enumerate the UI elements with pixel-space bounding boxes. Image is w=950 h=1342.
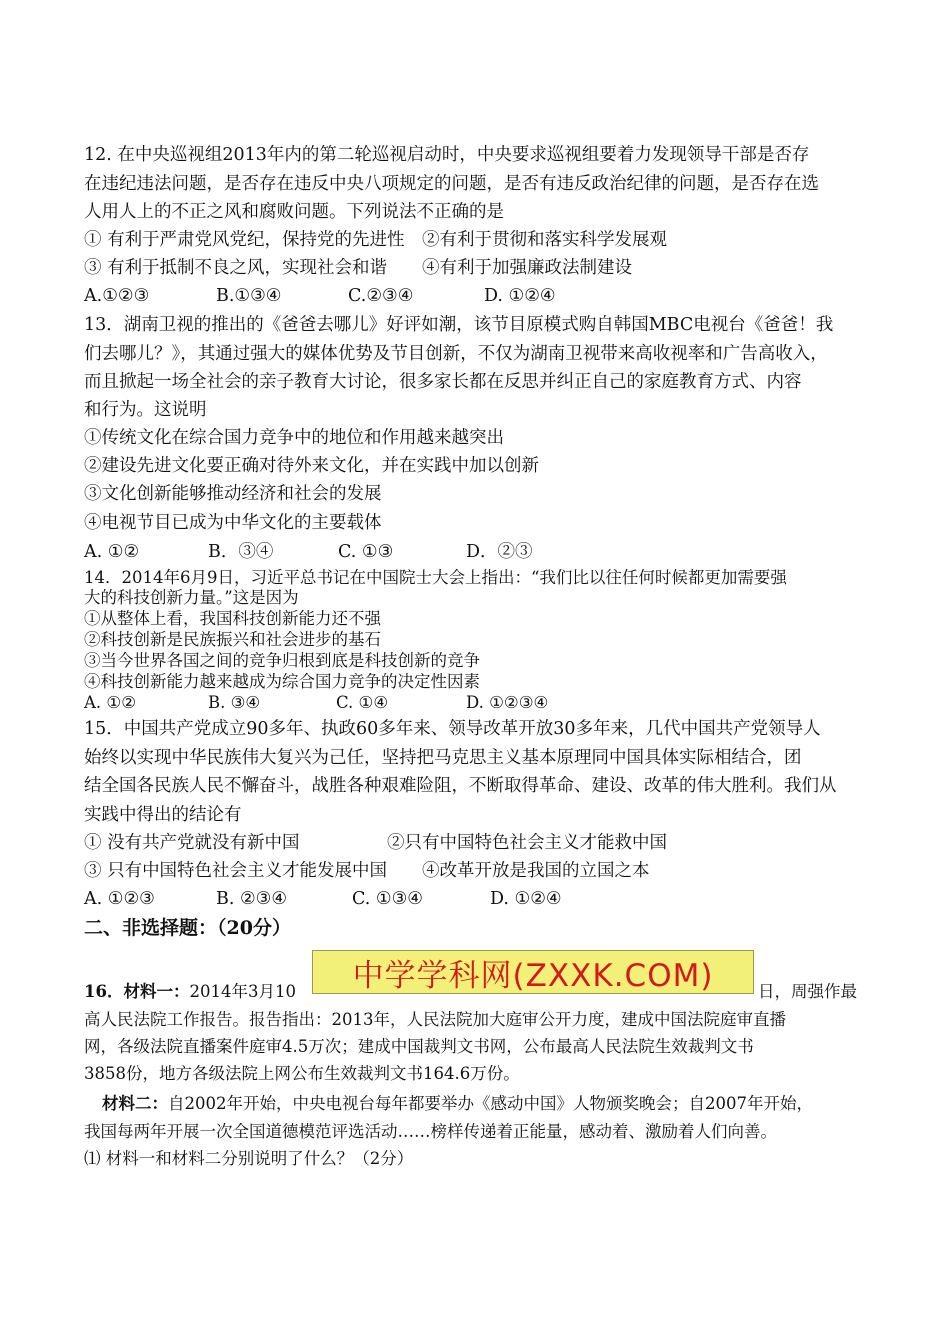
q12-line-3: 人用人上的不正之风和腐败问题。下列说法不正确的是: [84, 202, 504, 222]
q14-answer-a: A. ①②: [84, 693, 136, 712]
q16-material-2-text-1: 自2002年开始，中央电视台每年都要举办《感动中国》人物颁奖晚会；自2007年开始，: [168, 1094, 813, 1113]
q12-answer-c: C.②③④: [348, 286, 414, 306]
q16-line-2: 高人民法院工作报告。报告指出：2013年，人民法院加大庭审公开力度，建成中国法院庭审直播: [84, 1010, 786, 1029]
q12-option-line-1: ① 有利于严肃党风党纪，保持党的先进性 ②有利于贯彻和落实科学发展观: [84, 230, 668, 250]
q16-material-2-line-1: [102, 1093, 813, 1115]
q14-option-2: ②科技创新是民族振兴和社会进步的基石: [84, 630, 381, 649]
q12-answer-b: B.①③④: [216, 286, 282, 306]
q15-answer-a: A. ①②③: [84, 889, 155, 909]
q12-option-line-2: ③ 有利于抵制不良之风，实现社会和谐 ④有利于加强廉政法制建设: [84, 258, 633, 278]
watermark-text: 中学学科网(ZXXK.COM): [352, 957, 714, 994]
q12-answer-a: A.①②③: [84, 286, 150, 306]
q12-line-2: 在违纪违法问题，是否存在违反中央八项规定的问题，是否有违反政治纪律的问题，是否存在选: [84, 174, 819, 194]
q12-line-1: 12. 在中央巡视组2013年内的第二轮巡视启动时，中央要求巡视组要着力发现领导干部是否存: [84, 145, 810, 165]
q13-option-1: ①传统文化在综合国力竞争中的地位和作用越来越突出: [84, 428, 504, 448]
q13-answer-d: D．②③: [466, 542, 533, 562]
q13-option-4: ④电视节目已成为中华文化的主要载体: [84, 513, 382, 533]
q13-line-4: 和行为。这说明: [84, 400, 207, 420]
q16-first-line-start: [84, 981, 296, 1003]
q13-answer-b: B．③④: [208, 542, 274, 562]
q14-answer-d: D. ①②③④: [466, 693, 549, 712]
q13-line-1: 13．湖南卫视的推出的《爸爸去哪儿》好评如潮，该节目原模式购自韩国MBC电视台《爸爸！我: [84, 315, 834, 335]
q15-answer-c: C. ①③④: [352, 889, 423, 909]
q14-option-1: ①从整体上看，我国科技创新能力还不强: [84, 609, 381, 628]
watermark-banner: [312, 950, 754, 994]
q14-option-3: ③当今世界各国之间的竞争归根到底是科技创新的竞争: [84, 651, 480, 670]
q14-answer-b: B. ③④: [208, 693, 261, 712]
q16-line-4: 3858份，地方各级法院上网公布生效裁判文书164.6万份。: [84, 1064, 520, 1083]
q14-line-1: 14．2014年6月9日，习近平总书记在中国院士大会上指出：“我们比以往任何时候都更加需要强: [84, 568, 787, 587]
q13-line-3: 而且掀起一场全社会的亲子教育大讨论，很多家长都在反思并纠正自己的家庭教育方式、内容: [84, 372, 802, 392]
q15-option-line-2: ③ 只有中国特色社会主义才能发展中国 ④改革开放是我国的立国之本: [84, 861, 650, 881]
q14-answer-c: C. ①④: [336, 693, 389, 712]
q14-option-4: ④科技创新能力越来越成为综合国力竞争的决定性因素: [84, 672, 480, 691]
section-heading: 二、非选择题：（20分）: [84, 917, 291, 939]
q15-answer-b: B. ②③④: [216, 889, 288, 909]
q15-line-4: 实践中得出的结论有: [84, 805, 242, 825]
q13-line-2: 们去哪儿？》，其通过强大的媒体优势及节目创新，不仅为湖南卫视带来高收视率和广告高收入，: [84, 344, 828, 364]
q15-line-1: 15．中国共产党成立90多年、执政60多年来、领导改革开放30多年来，几代中国共产党领导人: [84, 719, 821, 739]
q16-line-1-end: 日，周强作最: [758, 982, 857, 1001]
q15-option-line-1: ① 没有共产党就没有新中国 ②只有中国特色社会主义才能救中国: [84, 833, 668, 853]
q13-answer-a: A. ①②: [84, 542, 140, 562]
q16-material-2-line-2: 我国每两年开展一次全国道德模范评选活动……榜样传递着正能量，感动着、激励着人们向善。: [84, 1122, 777, 1141]
q16-material-2-label: 材料二：: [102, 1094, 168, 1113]
q16-material-1-label: 16．材料一：: [84, 982, 190, 1001]
q13-option-2: ②建设先进文化要正确对待外来文化，并在实践中加以创新: [84, 456, 539, 476]
q13-answer-c: C. ①③: [338, 542, 394, 562]
q13-option-3: ③文化创新能够推动经济和社会的发展: [84, 484, 382, 504]
q15-line-2: 始终以实现中华民族伟大复兴为己任，坚持把马克思主义基本原理同中国具体实际相结合，团: [84, 748, 802, 768]
q16-line-1-start: 2014年3月10: [189, 982, 296, 1001]
q16-line-3: 网，各级法院直播案件庭审4.5万次；建成中国裁判文书网，公布最高人民法院生效裁判文书: [84, 1037, 754, 1056]
q14-line-2: 大的科技创新力量。”这是因为: [84, 588, 299, 607]
q15-line-3: 结全国各民族人民不懈奋斗，战胜各种艰难险阻，不断取得革命、建设、改革的伟大胜利。我们从: [84, 776, 837, 796]
q16-sub-question-1: ⑴ 材料一和材料二分别说明了什么？（2分）: [84, 1149, 414, 1168]
q12-answer-d: D. ①②④: [484, 286, 556, 306]
q15-answer-d: D. ①②④: [490, 889, 562, 909]
